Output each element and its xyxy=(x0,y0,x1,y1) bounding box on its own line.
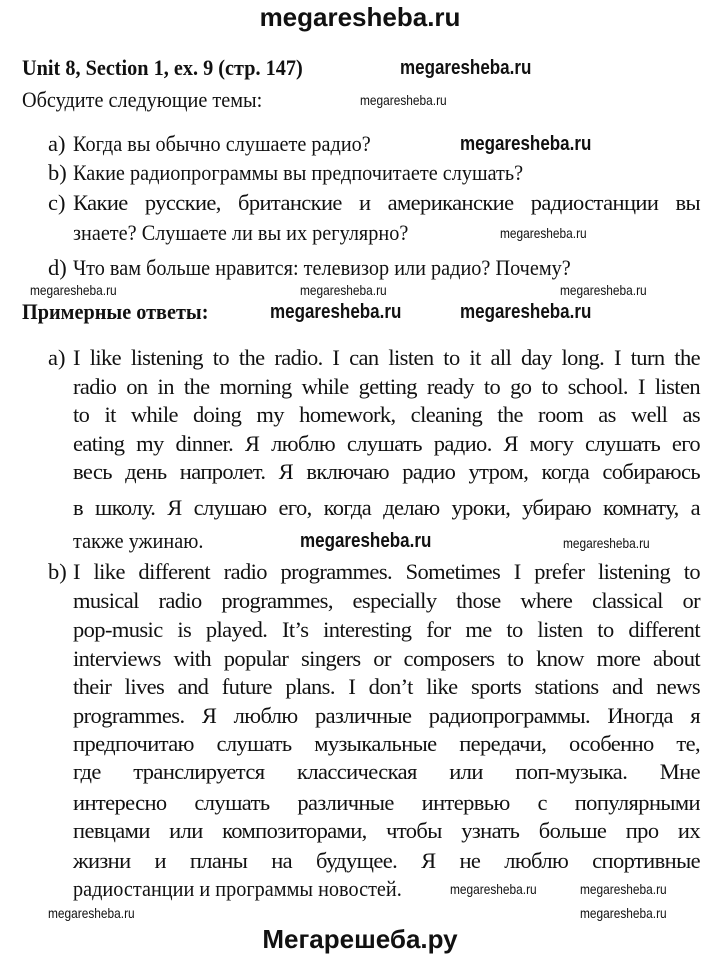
answer-line: весь день напролет. Я включаю радио утром, когда собираюсь xyxy=(73,459,700,484)
watermark: megaresheba.ru xyxy=(30,282,117,298)
watermark: megaresheba.ru xyxy=(48,905,135,921)
question-line: знаете? Слушаете ли вы их регулярно? xyxy=(73,220,409,245)
answer-line: радиостанции и программы новостей. xyxy=(73,876,402,901)
answer-line: где транслируется классическая или поп-музыка. Мне xyxy=(73,759,700,784)
answer-line: интересно слушать различные интервью с популярными xyxy=(73,790,700,815)
answer-line: to it while doing my homework, cleaning the room as well as xyxy=(73,402,700,427)
answer-line: musical radio programmes, especially those where classical or xyxy=(73,588,700,613)
question-line: Что вам больше нравится: телевизор или радио? Почему? xyxy=(73,255,571,280)
answer-line: I like different radio programmes. Sometimes I prefer listening to xyxy=(73,559,700,584)
question-label: d) xyxy=(48,255,67,280)
question-label: c) xyxy=(48,190,66,215)
answer-line: pop-music is played. It’s interesting for me to listen to different xyxy=(73,617,700,642)
watermark: megaresheba.ru xyxy=(563,535,650,551)
answer-line: предпочитаю слушать музыкальные передачи, особенно те, xyxy=(73,731,700,756)
question-label: b) xyxy=(48,160,67,185)
instruction: Обсудите следующие темы: xyxy=(22,87,263,112)
watermark: megaresheba.ru xyxy=(500,225,587,241)
answer-line: жизни и планы на будущее. Я не люблю спортивные xyxy=(73,848,700,873)
site-footer: Мегарешеба.ру xyxy=(262,924,458,954)
answer-line: radio on in the morning while getting ready to go to school. I listen xyxy=(73,374,700,399)
watermark: megaresheba.ru xyxy=(460,133,592,155)
answer-line: в школу. Я слушаю его, когда делаю уроки, убираю комнату, а xyxy=(73,495,700,520)
answer-line: interviews with popular singers or composers to know more about xyxy=(73,646,700,671)
answers-heading: Примерные ответы: xyxy=(22,299,209,324)
watermark: megaresheba.ru xyxy=(300,282,387,298)
watermark: megaresheba.ru xyxy=(560,282,647,298)
answer-line: также ужинаю. xyxy=(73,528,204,553)
watermark: megaresheba.ru xyxy=(400,57,532,79)
answer-line: eating my dinner. Я люблю слушать радио. Я могу слушать его xyxy=(73,431,700,456)
question-line: Когда вы обычно слушаете радио? xyxy=(73,131,371,156)
answer-label: b) xyxy=(48,559,67,584)
watermark: megaresheba.ru xyxy=(450,881,537,897)
exercise-title: Unit 8, Section 1, ex. 9 (стр. 147) xyxy=(22,55,303,80)
answer-line: певцами или композиторами, чтобы узнать больше про их xyxy=(73,818,700,843)
answer-label: a) xyxy=(48,345,66,370)
question-label: a) xyxy=(48,131,66,156)
watermark: megaresheba.ru xyxy=(360,92,447,108)
watermark: megaresheba.ru xyxy=(580,881,667,897)
site-header: megaresheba.ru xyxy=(259,2,461,32)
question-line: Какие радиопрограммы вы предпочитаете слушать? xyxy=(73,160,524,185)
question-line: Какие русские, британские и американские радиостанции вы xyxy=(73,190,700,215)
watermark: megaresheba.ru xyxy=(300,530,432,552)
answer-line: their lives and future plans. I don’t like sports stations and news xyxy=(73,674,700,699)
watermark: megaresheba.ru xyxy=(460,301,592,323)
answer-line: I like listening to the radio. I can listen to it all day long. I turn the xyxy=(73,345,700,370)
watermark: megaresheba.ru xyxy=(580,905,667,921)
answer-line: programmes. Я люблю различные радиопрограммы. Иногда я xyxy=(73,703,700,728)
watermark: megaresheba.ru xyxy=(270,301,402,323)
